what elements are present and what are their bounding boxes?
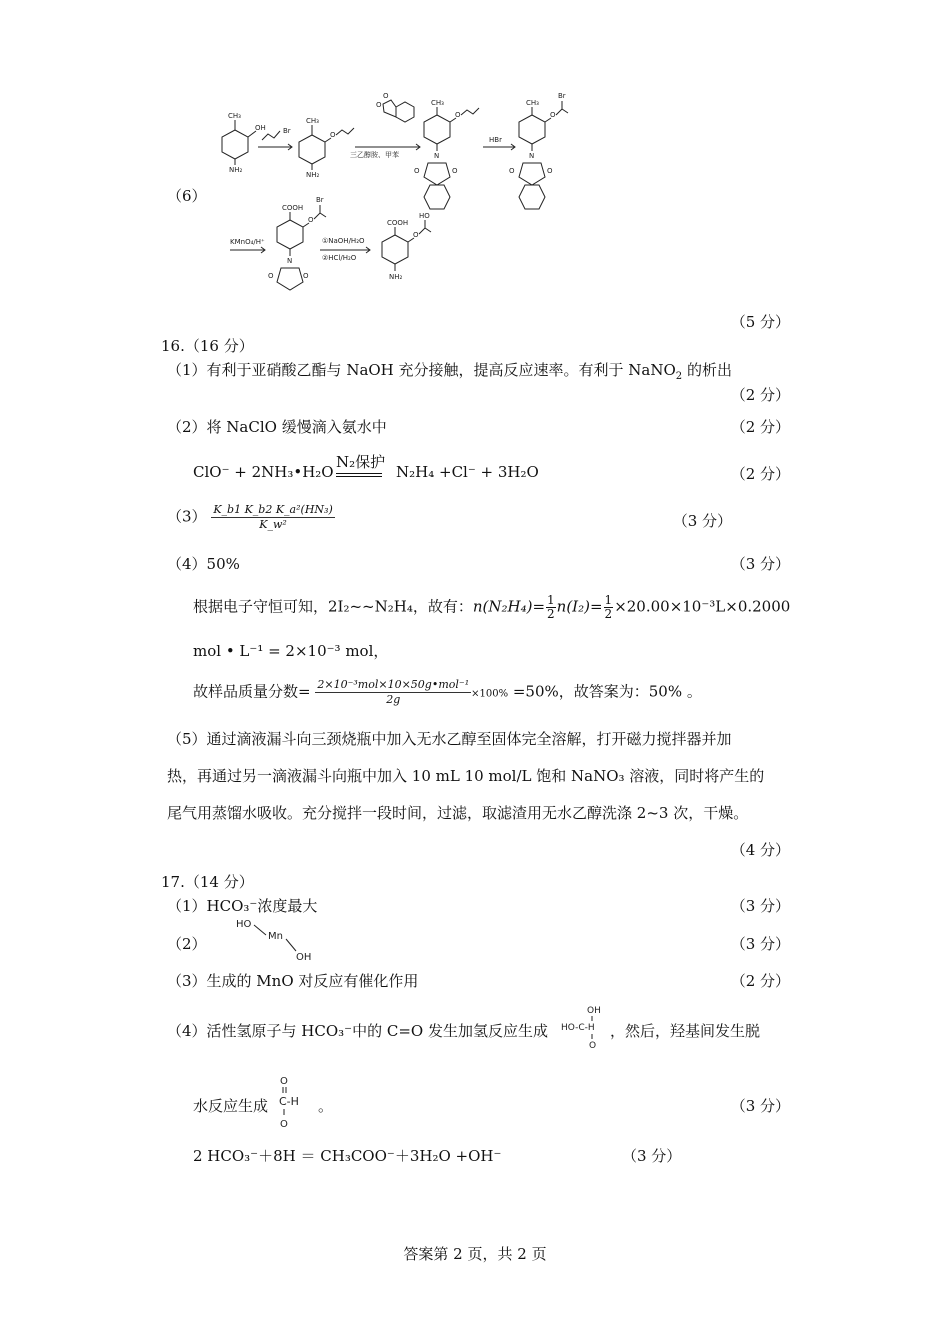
q16-part5-score: （4 分） [730,841,790,859]
q16-part4-line3: 故样品质量分数= 2×10⁻³mol×10×50g•mol⁻¹ 2g ×100% =50%，故答案为：50% 。 [193,678,702,706]
svg-text:①NaOH/H₂O: ①NaOH/H₂O [322,237,365,245]
q17-part4: （4）活性氢原子与 HCO₃⁻中的 C=O 发生加氢反应生成 ，然后，羟基间发生脱 [167,1022,760,1040]
q17-part1-score: （3 分） [730,897,790,915]
ch3-label: CH₃ [228,112,241,120]
svg-text:O: O [308,216,314,224]
svg-text:Mn: Mn [268,931,283,942]
svg-text:O: O [268,272,274,280]
q16-part2: （2）将 NaClO 缓慢滴入氨水中 [167,418,387,436]
svg-text:COOH: COOH [282,204,304,212]
q17-part3-score: （2 分） [730,972,790,990]
svg-text:HO: HO [419,212,430,220]
q17-part2: （2） [167,935,207,953]
svg-text:NH₂: NH₂ [389,273,403,281]
q16-header: 16.（16 分） [161,337,254,355]
svg-text:CH₃: CH₃ [431,99,444,107]
svg-text:N: N [287,257,293,265]
molecule-aminophenol [222,112,266,174]
q16-part4-score: （3 分） [730,555,790,573]
q16-part5-line3: 尾气用蒸馏水吸收。充分搅拌一段时间，过滤，取滤渣用无水乙醇洗涤 2~3 次，干燥。 [167,804,749,822]
mass-fraction-formula: 2×10⁻³mol×10×50g•mol⁻¹ 2g [317,678,470,706]
svg-text:O: O [330,131,336,139]
svg-text:Br: Br [283,127,291,135]
q16-part1-score: （2 分） [730,386,790,404]
q16-equation-score: （2 分） [730,465,790,483]
molecule-allyl-ether [299,117,354,179]
svg-text:COOH: COOH [387,219,409,227]
q16-part3-score: （3 分） [672,512,732,530]
q17-header: 17.（14 分） [161,873,254,891]
svg-text:NH₂: NH₂ [306,171,320,179]
q17-part4-line2: 水反应生成 。 [193,1097,334,1115]
molecule-bromide [509,92,568,209]
svg-text:HO-C-H: HO-C-H [561,1023,595,1033]
q17-part4-score: （3 分） [730,1097,790,1115]
q16-equation: ClO⁻ + 2NH₃•H₂O [193,463,334,481]
svg-text:O: O [413,231,419,239]
q16-part3: （3） $\frac{\text{K\_b1 K\_b2 K\_a²(HN₃)}}{\text{K\_w²}}$ [167,503,333,531]
svg-text:OH: OH [296,952,312,963]
svg-text:HBr: HBr [489,136,502,144]
molecule-phthalimide-ether [414,99,479,209]
q17-equation-score: （3 分） [622,1147,682,1165]
svg-text:O: O [547,167,553,175]
svg-text:HO: HO [236,919,252,930]
svg-text:O: O [383,92,389,100]
q16-equation-right: N₂H₄ +Cl⁻ + 3H₂O [396,463,539,481]
svg-text:O: O [550,111,556,119]
q16-part5-line1: （5）通过滴液漏斗向三颈烧瓶中加入无水乙醇至固体完全溶解，打开磁力搅拌器并加 [167,730,732,748]
svg-text:O: O [452,167,458,175]
svg-text:C-H: C-H [279,1095,299,1108]
conditions-label: 三乙醇胺、甲苯 [350,151,399,159]
nh2-label: NH₂ [229,166,243,174]
svg-text:N: N [529,152,535,160]
svg-text:O: O [280,1076,288,1087]
carbinol-structure [558,1002,620,1052]
mn-hydroxide-structure [230,915,325,965]
svg-text:O: O [303,272,309,280]
fraction-half-2: $\frac{1}{2}$ [604,593,613,621]
svg-text:O: O [589,1041,597,1051]
part-6-label: （6） [167,187,207,205]
page-footer: 答案第 2 页，共 2 页 [403,1245,547,1263]
svg-text:O: O [509,167,515,175]
q15-part6-score: （5 分） [730,313,790,331]
reagent-phthalic-anhydride [376,92,414,122]
svg-text:O: O [455,111,461,119]
svg-text:CH₃: CH₃ [526,99,539,107]
q16-part4-line2: mol • L⁻¹ = 2×10⁻³ mol， [193,642,389,660]
svg-text:Br: Br [316,196,324,204]
q16-part3-formula: $\frac{\text{K\_b1 K\_b2 K\_a²(HN₃)}}{\text{K\_w²}}$ [213,503,333,531]
q16-part2-score: （2 分） [730,418,790,436]
svg-text:O: O [414,167,420,175]
q16-part4-line1: 根据电子守恒可知，2I₂~~N₂H₄，故有：n(N₂H₄)= $\frac{1}{2}$ n(I₂)= $\frac{1}{2}$ ×20.00×10⁻³L×0.2000 [193,593,791,621]
molecule-acid [268,196,326,290]
q17-part2-score: （3 分） [730,935,790,953]
formate-structure [276,1072,326,1134]
fraction-half-1: $\frac{1}{2}$ [547,593,555,621]
svg-text:OH: OH [587,1006,601,1016]
q16-part1: （1）有利于亚硝酸乙酯与 NaOH 充分接触，提高反应速率。有利于 NaNO$_2$ 的析出 [167,361,732,382]
svg-text:Br: Br [558,92,566,100]
oh-label: OH [255,124,266,132]
q16-part4: （4）50% [167,555,240,573]
svg-text:KMnO₄/H⁺: KMnO₄/H⁺ [230,238,265,246]
molecule-final-product [382,212,431,281]
q17-equation: 2 HCO₃⁻＋8H ＝ CH₃COO⁻＋3H₂O +OH⁻ [193,1147,502,1165]
q16-equation-condition: N₂保护 [336,451,382,477]
synthesis-scheme [200,85,580,295]
svg-text:②HCl/H₂O: ②HCl/H₂O [322,254,357,262]
q17-part1: （1）HCO₃⁻浓度最大 [167,897,318,915]
q17-part3: （3）生成的 MnO 对反应有催化作用 [167,972,419,990]
svg-text:CH₃: CH₃ [306,117,319,125]
q16-part5-line2: 热，再通过另一滴液漏斗向瓶中加入 10 mL 10 mol/L 饱和 NaNO₃ 溶液，同时将产生的 [167,767,765,785]
svg-text:N: N [434,152,440,160]
svg-text:O: O [280,1119,288,1130]
svg-text:O: O [376,101,382,109]
